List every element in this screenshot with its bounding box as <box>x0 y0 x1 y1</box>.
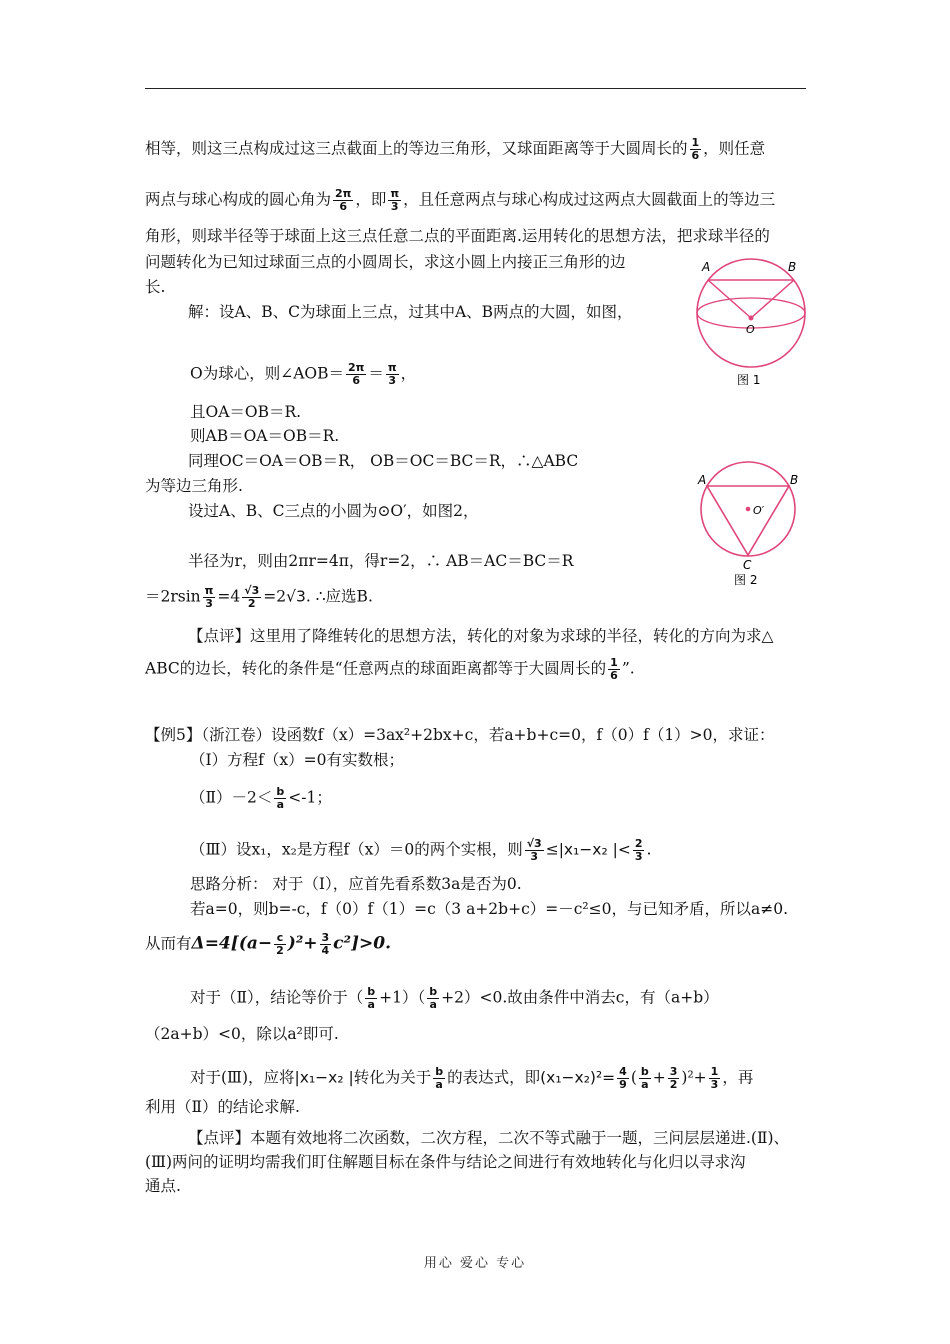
text-line <box>145 657 635 682</box>
numerator: b <box>276 785 285 798</box>
label-c: C <box>743 558 752 572</box>
text-line: 通点. <box>145 1177 181 1195</box>
label-b: B <box>790 473 799 487</box>
numerator: 1 <box>691 136 700 149</box>
text-segment: ≤ <box>545 840 559 859</box>
text-line: 半径为r，则由2πr=4π，得r=2，∴ AB＝AC＝BC＝R <box>188 552 574 570</box>
fraction <box>608 657 620 682</box>
denominator: 2 <box>669 1078 678 1091</box>
text-line: （2a+b）<0，除以a²即可. <box>145 1025 339 1043</box>
denominator: 3 <box>205 597 213 610</box>
text-line: （Ⅰ）方程f（x）=0有实数根； <box>190 751 404 769</box>
numerator: 2π <box>348 361 365 374</box>
radius-ob <box>751 280 794 318</box>
numerator: b <box>429 985 438 998</box>
fraction <box>633 838 645 863</box>
text-line: 【点评】本题有效地将二次函数，二次方程，二次不等式融于一题，三问层层递进.(Ⅱ)、 <box>188 1129 790 1147</box>
denominator: 3 <box>710 1078 719 1091</box>
numerator: π <box>387 361 397 374</box>
fraction <box>242 585 261 610</box>
denominator: a <box>367 998 375 1011</box>
fraction <box>388 188 401 213</box>
denominator: 6 <box>339 200 348 213</box>
text-line: 长. <box>145 278 166 296</box>
text-line: 若a=0，则b=-c，f（0）f（1）=c（3 a+2b+c）=－c²≤0，与已知矛盾，所以a≠0. <box>190 900 789 918</box>
text-segment: 从而有 <box>145 934 192 953</box>
fraction <box>365 986 377 1011</box>
sphere-outline <box>697 259 805 367</box>
text-segment: 对于（Ⅱ），结论等价于（ <box>190 988 364 1007</box>
numerator: 4 <box>619 1065 627 1078</box>
fraction <box>427 986 439 1011</box>
numerator: π <box>204 584 214 597</box>
text-segment: ， <box>400 364 417 383</box>
text-segment: 对于(Ⅲ)，应将 <box>190 1068 295 1087</box>
figure-1-sphere <box>688 255 818 395</box>
text-line: 为等边三角形. <box>145 477 243 495</box>
fraction <box>386 362 399 387</box>
radius-oa <box>708 280 751 318</box>
text-segment: （Ⅲ）设x₁，x₂是方程f（x）＝0的两个实根，则 <box>190 840 523 859</box>
text-segment: 相等，则这三点构成过这三点截面上的等边三角形，又球面距离等于大圆周长的 <box>145 139 688 158</box>
text-line <box>190 786 332 811</box>
text-segment: ，且任意两点与球心构成过这两点大圆截面上的等边三 <box>403 190 776 209</box>
page-footer: 用心 爱心 专心 <box>423 1256 527 1271</box>
fraction <box>668 1066 680 1091</box>
inscribed-triangle <box>707 486 789 555</box>
label-b: B <box>788 260 797 274</box>
denominator: a <box>429 998 437 1011</box>
text-segment: <-1； <box>288 788 332 807</box>
text-segment: =4 <box>217 587 241 606</box>
text-line: 设过A、B、C三点的小圆为⊙O′，如图2， <box>188 502 479 520</box>
numerator: π <box>390 187 400 200</box>
text-segment: )²+ <box>681 1068 707 1087</box>
text-segment: 转化为关于 <box>353 1068 432 1087</box>
fraction <box>346 362 366 387</box>
text-segment: + <box>652 1068 666 1087</box>
text-line: 则AB＝OA＝OB＝R. <box>190 427 340 445</box>
label-a: A <box>698 473 707 487</box>
text-line: 且OA＝OB＝R. <box>190 403 302 421</box>
fraction <box>639 1066 651 1091</box>
numerator: 2 <box>634 837 643 850</box>
text-line: 问题转化为已知过球面三点的小圆周长，求这小圆上内接正三角形的边 <box>145 253 626 271</box>
numerator: √3 <box>526 837 542 850</box>
text-line <box>145 932 391 957</box>
numerator: √3 <box>244 584 260 597</box>
abs-difference: |x₁−x₂ |< <box>558 840 631 859</box>
header-rule <box>145 88 806 89</box>
denominator: 6 <box>691 149 700 162</box>
formula-part: c²]>0. <box>333 933 392 954</box>
text-segment: ＝2rsin <box>145 587 201 606</box>
formula-part: )²+ <box>287 933 318 954</box>
text-line: 【点评】这里用了降维转化的思想方法，转化的对象为求球的半径，转化的方向为求△ <box>188 627 774 645</box>
text-line <box>190 838 651 863</box>
text-segment: . ∴应选B. <box>305 587 373 606</box>
text-line: 同理OC＝OA＝OB＝R， OB＝OC＝BC＝R，∴△ABC <box>188 452 579 470</box>
text-line <box>145 188 775 213</box>
fraction <box>525 838 544 863</box>
text-segment: . <box>646 840 652 859</box>
figure-caption: 图 2 <box>734 573 758 587</box>
numerator: b <box>367 985 376 998</box>
text-segment: 两点与球心构成的圆心角为 <box>145 190 332 209</box>
text-line <box>145 585 373 610</box>
fraction <box>690 137 702 162</box>
text-segment: =2 <box>263 587 287 606</box>
denominator: 4 <box>321 944 330 957</box>
text-line <box>145 137 765 162</box>
denominator: a <box>276 798 285 811</box>
center-point <box>749 316 754 321</box>
abs-difference: |x₁−x₂ | <box>294 1068 354 1087</box>
label-o: O <box>746 323 755 336</box>
text-segment: ”. <box>621 659 635 678</box>
numerator: b <box>640 1065 649 1078</box>
denominator: 3 <box>530 850 539 863</box>
denominator: 2 <box>276 944 284 957</box>
numerator: 3 <box>669 1065 678 1078</box>
denominator: 3 <box>390 200 399 213</box>
formula-part: (x₁−x₂)²= <box>540 1068 616 1087</box>
text-line <box>190 1066 753 1091</box>
text-line: 利用（Ⅱ）的结论求解. <box>145 1098 300 1116</box>
text-segment: ABC的边长，转化的条件是“任意两点的球面距离都等于大圆周长的 <box>145 659 607 678</box>
fraction <box>617 1066 629 1091</box>
text-line: (Ⅲ)两问的证明均需我们盯住解题目标在条件与结论之间进行有效地转化与化归以寻求沟 <box>145 1153 746 1171</box>
sqrt-term: √3 <box>286 587 306 606</box>
figure-2-circle <box>692 455 812 590</box>
denominator: 6 <box>610 669 618 682</box>
fraction <box>320 932 332 957</box>
text-segment: +1）（ <box>379 988 426 1007</box>
denominator: 3 <box>388 374 397 387</box>
text-line: 角形，则球半径等于球面上这三点任意二点的平面距离.运用转化的思想方法，把求球半径的 <box>145 227 770 245</box>
numerator: 1 <box>710 1065 719 1078</box>
text-segment: ，即 <box>355 190 387 209</box>
text-segment: ，则任意 <box>703 139 766 158</box>
fraction <box>274 932 286 957</box>
fraction <box>274 786 286 811</box>
label-a: A <box>702 260 711 274</box>
denominator: a <box>641 1078 649 1091</box>
fraction <box>433 1066 445 1091</box>
label-o-prime: O′ <box>753 504 765 517</box>
numerator: b <box>435 1065 444 1078</box>
text-segment: （Ⅱ）－2＜ <box>190 788 273 807</box>
text-segment: ＝ <box>368 364 384 383</box>
numerator: c <box>274 932 286 945</box>
denominator: a <box>435 1078 443 1091</box>
text-segment: 的表达式，即 <box>447 1068 541 1087</box>
formula-part: Δ=4[(a− <box>191 933 273 954</box>
center-point <box>746 507 751 512</box>
numerator: 3 <box>321 931 330 944</box>
text-segment: +2）<0.故由条件中消去c，有（a+b） <box>441 988 719 1007</box>
fraction <box>709 1066 721 1091</box>
denominator: 9 <box>619 1078 627 1091</box>
denominator: 2 <box>247 597 256 610</box>
text-line <box>190 362 416 387</box>
text-segment: ，再 <box>722 1068 754 1087</box>
text-line: 解：设A、B、C为球面上三点，过其中A、B两点的大圆，如图， <box>188 303 633 321</box>
text-line: 【例5】（浙江卷）设函数f（x）=3ax²+2bx+c，若a+b+c=0，f（0）f（1）>0，求证： <box>145 726 775 744</box>
figure-caption: 图 1 <box>737 373 761 387</box>
denominator: 3 <box>634 850 643 863</box>
numerator: 2π <box>335 187 352 200</box>
denominator: 6 <box>352 374 360 387</box>
numerator: 1 <box>610 656 618 669</box>
fraction <box>203 585 216 610</box>
text-line <box>190 986 719 1011</box>
text-segment: O为球心，则∠AOB＝ <box>190 364 344 383</box>
text-line: 思路分析： 对于（Ⅰ），应首先看系数3a是否为0. <box>190 875 522 893</box>
text-segment: ( <box>630 1068 637 1087</box>
fraction <box>333 188 353 213</box>
